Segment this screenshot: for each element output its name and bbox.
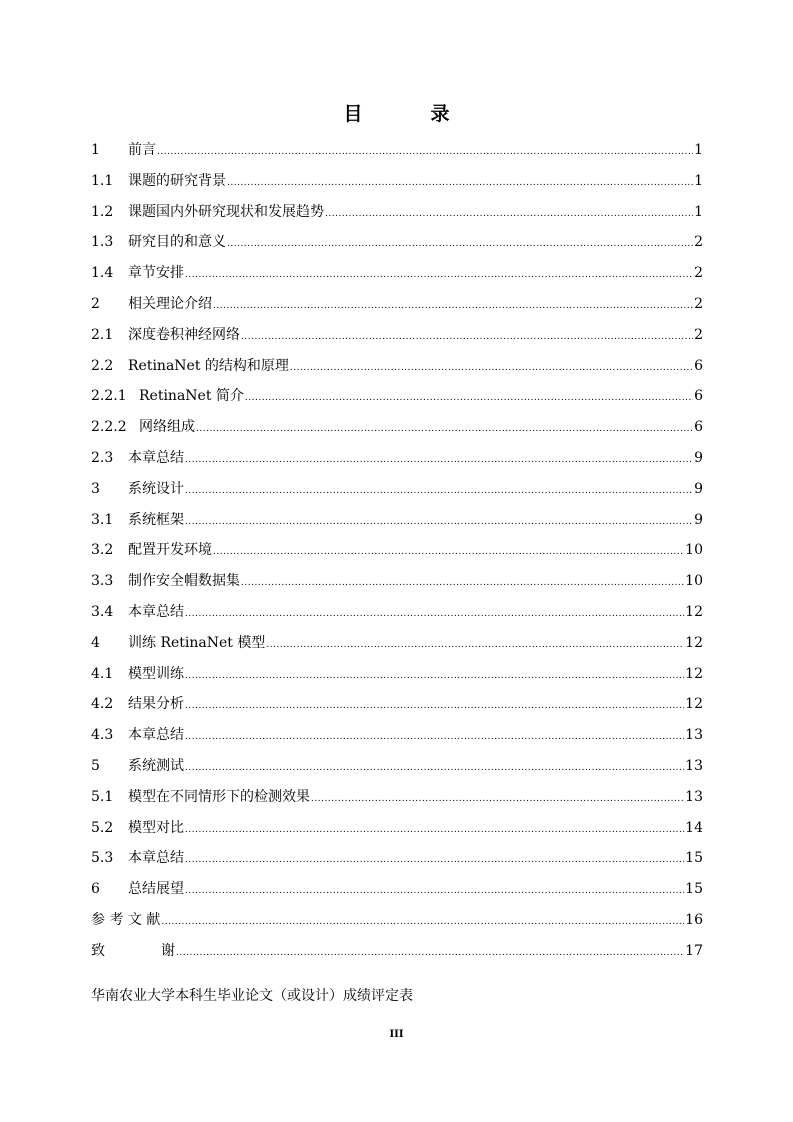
- toc-entry[interactable]: [91, 415, 703, 446]
- toc-entry[interactable]: [91, 169, 703, 200]
- toc-dot-leader: [157, 140, 693, 164]
- toc-entry[interactable]: [91, 569, 703, 600]
- toc-entry-label: 模型训练: [128, 665, 184, 682]
- toc-entry-page: 15: [685, 850, 703, 867]
- toc-dot-leader: [311, 787, 684, 811]
- toc-entry-label: 模型在不同情形下的检测效果: [128, 788, 310, 805]
- toc-entry-number: 2.2.2: [91, 419, 127, 436]
- toc-entry-page: 2: [694, 265, 703, 282]
- toc-entry-label: 研究目的和意义: [128, 234, 226, 251]
- toc-entry-number: 2: [91, 295, 100, 312]
- toc-entry-number: 2.2: [91, 357, 114, 374]
- toc-dot-leader: [325, 202, 693, 226]
- toc-entry-number: 3.2: [91, 542, 114, 559]
- toc-dot-leader: [213, 294, 693, 318]
- toc-entry-label: 系统设计: [128, 480, 184, 497]
- toc-title-left: 目: [343, 103, 363, 125]
- toc-entry-label: 课题国内外研究现状和发展趋势: [128, 203, 324, 220]
- toc-entry-page: 10: [685, 542, 703, 559]
- toc-entry-page: 13: [685, 757, 703, 774]
- toc-dot-leader: [196, 417, 693, 441]
- toc-entry-label: 总结展望: [128, 881, 184, 898]
- toc-entry-page: 1: [694, 203, 703, 220]
- toc-title-right: 录: [430, 103, 450, 125]
- toc-entry[interactable]: [91, 384, 703, 415]
- toc-dot-leader: [185, 818, 684, 842]
- toc-dot-leader: [290, 356, 693, 380]
- toc-entry-page: 6: [694, 388, 703, 405]
- toc-entry-label: 系统框架: [128, 511, 184, 528]
- toc-entry-number: 3.1: [91, 511, 114, 528]
- toc-entry-page: 1: [694, 172, 703, 189]
- toc-entry-page: 2: [694, 295, 703, 312]
- toc-entry[interactable]: [91, 692, 703, 723]
- toc-dot-leader: [245, 386, 693, 410]
- toc-entry-number: 5.2: [91, 819, 114, 836]
- toc-entry-page: 1: [694, 142, 703, 158]
- toc-entry[interactable]: [91, 754, 703, 785]
- toc-entry-page: 6: [694, 419, 703, 436]
- toc-entry-number: 3.4: [91, 603, 114, 620]
- toc-entry-label: 模型对比: [128, 819, 184, 836]
- toc-entry-number: 4: [91, 634, 100, 651]
- toc-dot-leader: [185, 664, 684, 688]
- toc-entry-number: 2.2.1: [91, 388, 127, 405]
- toc-entry[interactable]: [91, 508, 703, 539]
- toc-entry[interactable]: [91, 723, 703, 754]
- toc-entry[interactable]: [91, 261, 703, 292]
- toc-entry-number: 5.3: [91, 850, 114, 867]
- toc-entry-label: 相关理论介绍: [128, 295, 212, 312]
- toc-entry[interactable]: [91, 538, 703, 569]
- toc-entry-label: 系统测试: [128, 757, 184, 774]
- toc-entry-page: 2: [694, 234, 703, 251]
- toc-dot-leader: [227, 232, 693, 256]
- toc-entry-number: 5.1: [91, 788, 114, 805]
- toc-entry-number: 4.2: [91, 696, 114, 713]
- toc-entry-label: 章节安排: [128, 265, 184, 282]
- toc-dot-leader: [185, 848, 684, 872]
- toc-entry-page: 12: [685, 634, 703, 651]
- toc-dot-leader: [241, 325, 693, 349]
- toc-entry-number: 3: [91, 480, 100, 497]
- toc-entry[interactable]: [91, 846, 703, 877]
- toc-entry-page: 12: [685, 603, 703, 620]
- toc-entry[interactable]: [91, 323, 703, 354]
- toc-entry[interactable]: [91, 816, 703, 847]
- toc-dot-leader: [185, 263, 693, 287]
- toc-entry-label: RetinaNet 的结构和原理: [128, 357, 289, 374]
- toc-entry-label: RetinaNet 简介: [139, 388, 244, 405]
- toc-dot-leader: [161, 910, 684, 934]
- toc-entry-number: 3.3: [91, 573, 114, 590]
- toc-dot-leader: [185, 510, 693, 534]
- toc-entry-page: 15: [685, 881, 703, 898]
- toc-entry-page: 16: [685, 911, 703, 928]
- toc-entry-page: 17: [685, 942, 703, 959]
- toc-entry-label: 本章总结: [128, 449, 184, 466]
- toc-entry-label: 参 考 文 献: [91, 911, 161, 928]
- toc-entry[interactable]: [91, 785, 703, 816]
- toc-entry-label: 前言: [128, 142, 156, 158]
- toc-entry-label: 结果分析: [128, 696, 184, 713]
- toc-entry-label: 本章总结: [128, 603, 184, 620]
- toc-entry[interactable]: [91, 446, 703, 477]
- toc-dot-leader: [213, 540, 684, 564]
- toc-entry-label: 深度卷积神经网络: [128, 326, 240, 343]
- toc-entry[interactable]: [91, 477, 703, 508]
- toc-entry-label: 训练 RetinaNet 模型: [128, 634, 266, 651]
- toc-entry-number: 1.2: [91, 203, 114, 220]
- toc-entry-number: 1.3: [91, 234, 114, 251]
- toc-entry-page: 2: [694, 326, 703, 343]
- toc-entry[interactable]: [91, 877, 703, 908]
- toc-entry-page: 10: [685, 573, 703, 590]
- toc-entry-page: 6: [694, 357, 703, 374]
- toc-entry-number: 4.3: [91, 727, 114, 744]
- toc-entry-number: 4.1: [91, 665, 114, 682]
- toc-entry-number: 1: [91, 142, 100, 158]
- toc-entry-page: 12: [685, 665, 703, 682]
- toc-entry-number: 2.1: [91, 326, 114, 343]
- table-of-contents: [91, 138, 703, 970]
- toc-entry[interactable]: [91, 200, 703, 231]
- toc-dot-leader: [185, 448, 693, 472]
- toc-title: [0, 99, 793, 126]
- toc-entry[interactable]: [91, 662, 703, 693]
- toc-dot-leader: [185, 479, 693, 503]
- toc-entry[interactable]: [91, 908, 703, 939]
- toc-entry-label: 致 谢: [91, 942, 175, 959]
- toc-entry-page: 12: [685, 696, 703, 713]
- toc-entry[interactable]: [91, 600, 703, 631]
- toc-dot-leader: [185, 602, 684, 626]
- toc-entry[interactable]: [91, 939, 703, 970]
- evaluation-form-entry[interactable]: 华南农业大学本科生毕业论文（或设计）成绩评定表: [91, 988, 413, 1004]
- toc-entry-label: 本章总结: [128, 727, 184, 744]
- toc-entry-page: 9: [694, 480, 703, 497]
- toc-entry-page: 13: [685, 788, 703, 805]
- toc-entry[interactable]: [91, 138, 703, 169]
- toc-entry[interactable]: [91, 292, 703, 323]
- toc-entry-page: 13: [685, 727, 703, 744]
- toc-entry-label: 网络组成: [139, 419, 195, 436]
- page-number: III: [389, 1029, 404, 1040]
- toc-entry-number: 2.3: [91, 449, 114, 466]
- toc-dot-leader: [241, 571, 684, 595]
- toc-dot-leader: [185, 725, 684, 749]
- toc-entry-page: 9: [694, 449, 703, 466]
- toc-dot-leader: [185, 694, 684, 718]
- toc-entry[interactable]: [91, 631, 703, 662]
- toc-entry-label: 配置开发环境: [128, 542, 212, 559]
- toc-entry[interactable]: [91, 230, 703, 261]
- toc-entry-label: 本章总结: [128, 850, 184, 867]
- toc-entry[interactable]: [91, 354, 703, 385]
- toc-dot-leader: [266, 633, 684, 657]
- toc-entry-number: 1.1: [91, 172, 114, 189]
- toc-entry-label: 制作安全帽数据集: [128, 573, 240, 590]
- toc-dot-leader: [227, 171, 693, 195]
- toc-entry-number: 6: [91, 881, 100, 898]
- toc-entry-page: 9: [694, 511, 703, 528]
- toc-entry-number: 1.4: [91, 265, 114, 282]
- toc-dot-leader: [185, 756, 684, 780]
- toc-entry-label: 课题的研究背景: [128, 172, 226, 189]
- toc-entry-page: 14: [685, 819, 703, 836]
- toc-entry-number: 5: [91, 757, 100, 774]
- toc-dot-leader: [176, 941, 684, 965]
- toc-dot-leader: [185, 879, 684, 903]
